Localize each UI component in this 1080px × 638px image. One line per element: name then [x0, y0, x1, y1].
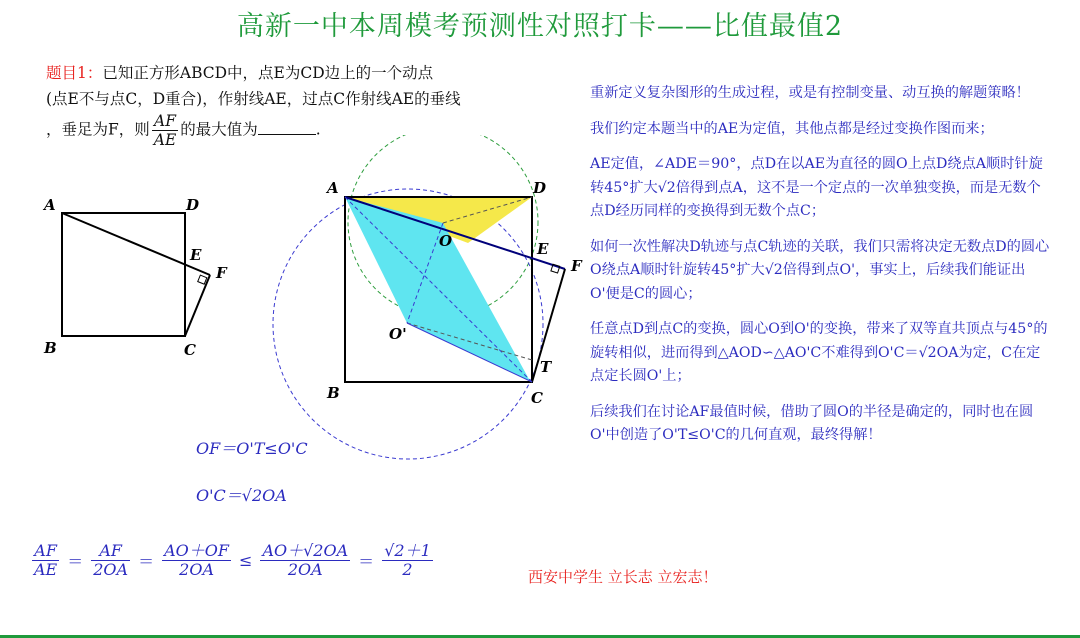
label-large-5: O' — [389, 325, 407, 343]
final-frac-3 — [260, 542, 350, 579]
note-paragraph: AE定值，∠ADE＝90°，点D在以AE为直径的圆O上点D绕点A顺时针旋转45°扩大√2倍得到点A，这不是一个定点的一次单独变换，而是无数个点D经历同样的变换得到无数个点C； — [590, 156, 1043, 219]
final-frac-1-den: 2OA — [93, 560, 129, 579]
final-frac-2 — [162, 542, 231, 579]
problem-line-2: (点E不与点C，D重合)，作射线AE，过点C作射线AE的垂线 — [46, 90, 461, 108]
page-title: 高新一中本周模考预测性对照打卡——比值最值2 — [236, 11, 844, 42]
line-ae-small — [62, 213, 210, 275]
label-large-0: A — [327, 179, 339, 197]
final-frac-1 — [91, 542, 130, 579]
label-small-0: A — [44, 196, 56, 214]
note-paragraph: 任意点D到点C的变换，圆心O到O'的变换，带来了双等直共顶点与45°的旋转相似，进而得到△AOD∽△AO'C不难得到O'C＝√2OA为定，C在定点定长圆O'上； — [590, 321, 1048, 384]
note-paragraph: 后续我们在讨论AF最值时候，借助了圆O的半径是确定的，同时也在圆O'中创造了O'T≤O'C的几何直观，最终得解！ — [590, 403, 1034, 443]
problem-label: 题目1： — [46, 64, 103, 82]
final-inequality — [30, 542, 435, 579]
note-paragraph: 我们约定本题当中的AE为定值，其他点都是经过变换作图而来； — [590, 120, 994, 137]
final-op-2: ≤ — [239, 551, 253, 570]
final-frac-4-den: 2 — [402, 560, 413, 579]
problem-line3-prefix: ，垂足为F，则 — [46, 120, 150, 139]
label-small-3: F — [216, 264, 227, 282]
final-frac-0-num: AF — [32, 542, 59, 561]
label-large-1: D — [533, 179, 547, 197]
problem-fraction — [152, 112, 179, 149]
explanation-notes — [590, 82, 1050, 460]
fraction-numerator: AF — [152, 112, 179, 131]
problem-line3-end: . — [315, 120, 321, 139]
final-op-1: ＝ — [138, 552, 155, 571]
final-frac-2-num: AO＋OF — [164, 541, 230, 560]
formula-of-ot: OF＝O'T≤O'C — [196, 439, 308, 458]
final-frac-2-den: 2OA — [179, 560, 214, 579]
final-frac-4 — [382, 542, 433, 579]
quad-cyan-fill — [345, 197, 530, 381]
note-paragraph: 如何一次性解决D轨迹与点C轨迹的关联，我们只需将决定无数点D的圆心O绕点A顺时针旋转45°扩大√2倍得到点O'，事实上，后续我们能证出O'便是C的圆心； — [590, 238, 1050, 302]
label-large-8: C — [531, 389, 543, 407]
label-large-2: O — [439, 232, 453, 250]
slogan: 西安中学生 立长志 立宏志！ — [528, 568, 718, 586]
square-abcd-small — [62, 213, 185, 336]
problem-line3-suffix: 的最大值为 — [180, 120, 258, 139]
final-frac-1-num: AF — [91, 542, 130, 561]
label-large-3: E — [537, 240, 549, 258]
label-small-4: B — [44, 339, 57, 357]
final-op-0: ＝ — [67, 552, 84, 571]
final-frac-0-den: AE — [34, 560, 58, 579]
label-large-6: T — [540, 358, 552, 376]
note-paragraph: 重新定义复杂图形的生成过程，或是有控制变量、动互换的解题策略！ — [590, 85, 1030, 101]
label-large-4: F — [571, 257, 582, 275]
final-frac-3-den: 2OA — [287, 560, 323, 579]
label-small-5: C — [184, 341, 196, 359]
problem-line1-text: 已知正方形ABCD中，点E为CD边上的一个动点 — [102, 64, 434, 82]
final-frac-0 — [32, 542, 59, 579]
label-small-1: D — [186, 196, 200, 214]
formula-oc-sqrt2: O'C＝√2OA — [196, 486, 287, 505]
fraction-denominator: AE — [153, 131, 177, 149]
right-angle-mark-small — [198, 275, 207, 284]
small-square-figure — [40, 190, 240, 360]
large-geometry-figure — [255, 135, 595, 470]
final-frac-4-num: √2＋1 — [384, 541, 431, 560]
label-small-2: E — [190, 246, 202, 264]
problem-line-1 — [46, 60, 566, 86]
line-cf-small — [185, 275, 210, 336]
label-large-7: B — [327, 384, 340, 402]
final-op-3: ＝ — [358, 552, 375, 571]
final-frac-3-num: AO＋√2OA — [262, 541, 349, 560]
answer-blank — [258, 120, 316, 135]
